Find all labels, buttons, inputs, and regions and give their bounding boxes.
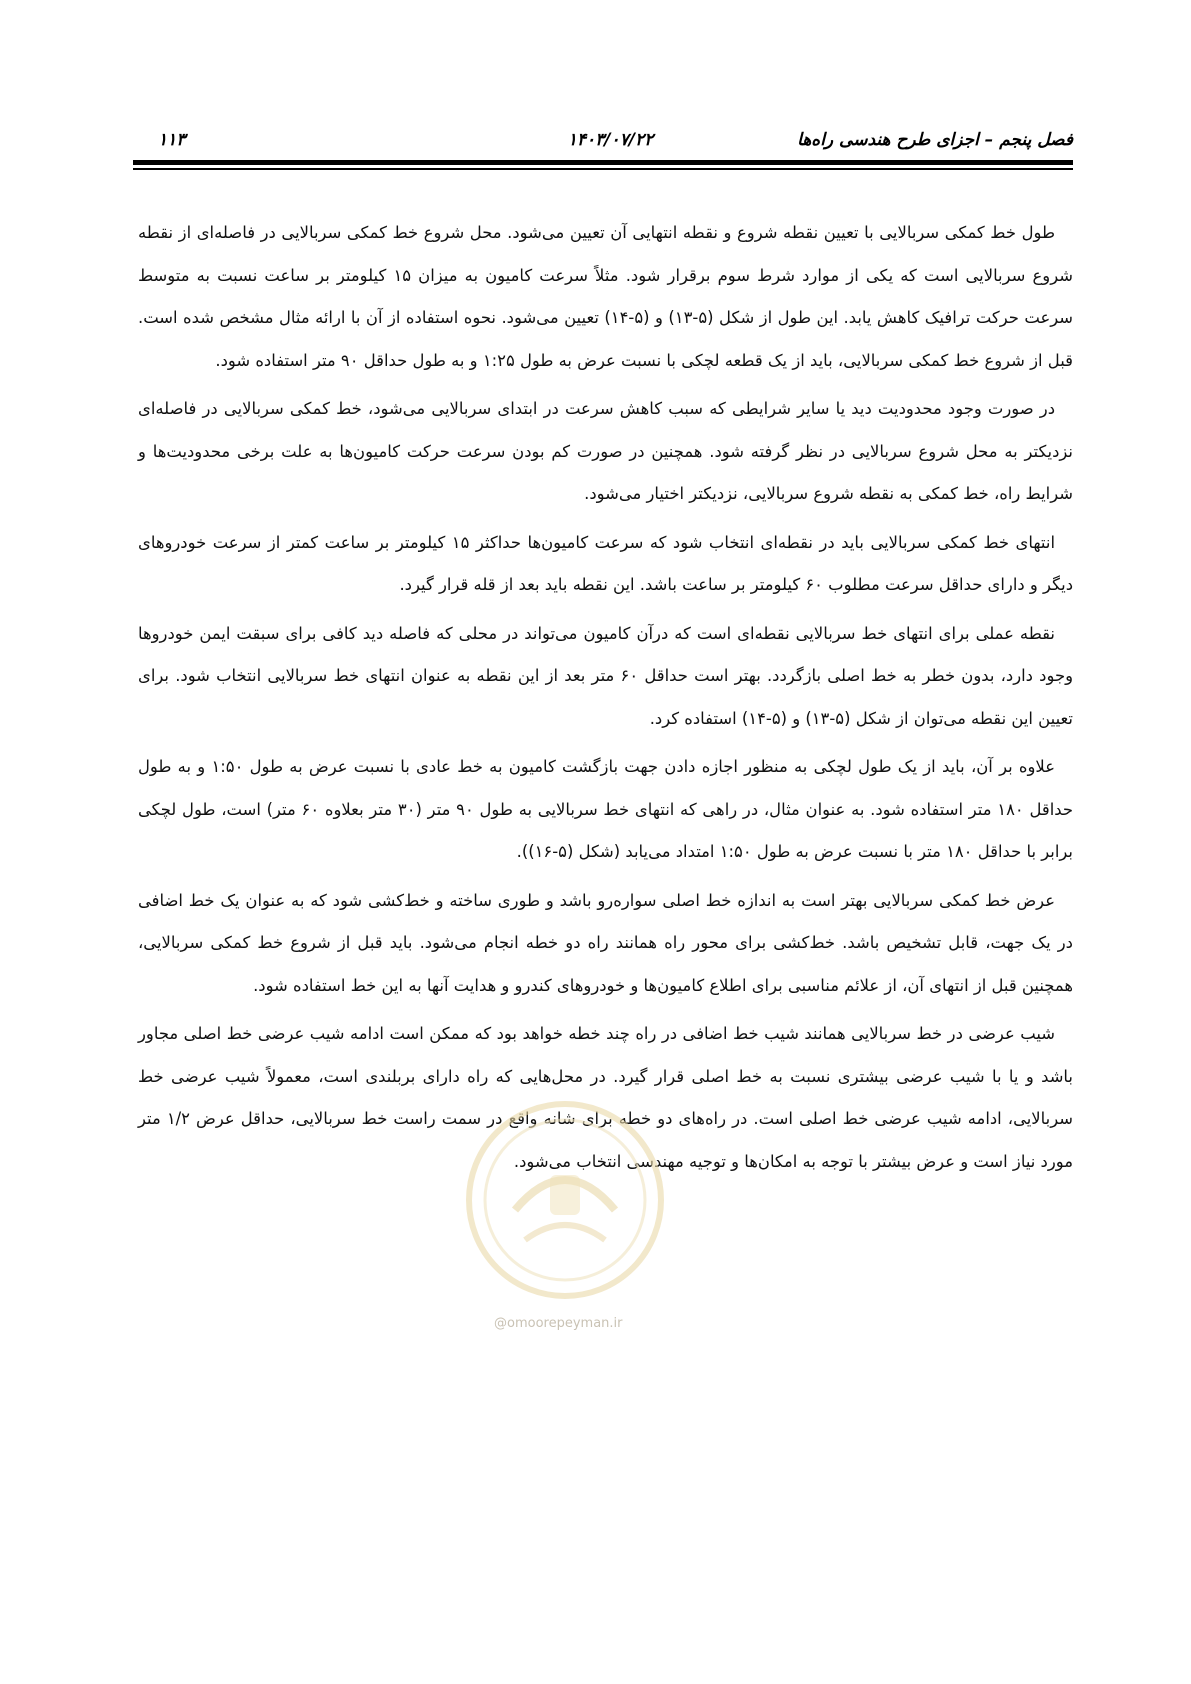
paragraph: طول خط کمکی سربالایی با تعیین نقطه شروع و نقطه انتهایی آن تعیین می‌شود. محل شروع خط کمکی سربالایی در فاصله‌ای از نقطه شروع سربالایی است که یکی از موارد شرط سوم برقرار شود. مثلاً سرعت کامیون به میزان ۱۵ کیلومتر بر ساعت نسبت به متوسط سرعت حرکت ترافیک کاهش یابد. این طول از شکل (۵-۱۳) و (۵-۱۴) تعیین می‌شود. نحوه استفاده از آن با ارائه مثال مشخص شده است. قبل از شروع خط کمکی سربالایی، باید از یک قطعه لچکی با نسبت عرض به طول ۱:۲۵ و به طول حداقل ۹۰ متر استفاده شود.	[138, 223, 1074, 370]
chapter-title: فصل پنجم – اجزای طرح هندسی راه‌ها	[797, 130, 1073, 150]
page-header	[148, 124, 1073, 158]
paragraph: شیب عرضی در خط سربالایی همانند شیب خط اضافی در راه چند خطه خواهد بود که ممکن است ادامه شیب عرضی خط اصلی مجاور باشد و یا با شیب عرضی بیشتری نسبت به خط اصلی قرار گیرد. در محل‌هایی که راه دارای بربلندی است، معمولاً شیب عرضی خط سربالایی، ادامه شیب عرضی خط اصلی است. در راه‌های دو خطه برای شانه واقع در سمت راست خط سربالایی، حداقل عرض ۱/۲ متر مورد نیاز است و عرض بیشتر با توجه به امکان‌ها و توجیه مهندسی انتخاب می‌شود.	[138, 1024, 1073, 1171]
header-rule-thin	[133, 168, 1073, 170]
header-rule-thick	[133, 160, 1073, 165]
paragraph: انتهای خط کمکی سربالایی باید در نقطه‌ای انتخاب شود که سرعت کامیون‌ها حداکثر ۱۵ کیلومتر بر ساعت کمتر از سرعت خودروهای دیگر و دارای حداقل سرعت مطلوب ۶۰ کیلومتر بر ساعت باشد. این نقطه باید بعد از قله قرار گیرد.	[138, 532, 1073, 594]
paragraph: نقطه عملی برای انتهای خط سربالایی نقطه‌ای است که درآن کامیون می‌تواند در محلی که فاصله دید کافی برای سبقت ایمن خودروها وجود دارد، بدون خطر به خط اصلی بازگردد. بهتر است حداقل ۶۰ متر بعد از این نقطه به عنوان انتهای خط سربالایی انتخاب شود. برای تعیین این نقطه می‌توان از شکل (۵-۱۳) و (۵-۱۴) استفاده کرد.	[138, 623, 1073, 728]
header-date: ۱۴۰۳/۰۷/۲۲	[567, 130, 654, 150]
paragraph: علاوه بر آن، باید از یک طول لچکی به منظور اجازه دادن جهت بازگشت کامیون به خط عادی با نسبت عرض به طول ۱:۵۰ و به طول حداقل ۱۸۰ متر استفاده شود. به عنوان مثال، در راهی که انتهای خط سربالایی به طول ۹۰ متر (۳۰ متر بعلاوه ۶۰ متر) است، طول لچکی برابر با حداقل ۱۸۰ متر با نسبت عرض به طول ۱:۵۰ امتداد می‌یابد (شکل (۵-۱۶)).	[138, 757, 1073, 861]
body-text	[138, 212, 1073, 1189]
page-number: ۱۱۳	[158, 130, 186, 150]
paragraph: در صورت وجود محدودیت دید یا سایر شرایطی که سبب کاهش سرعت در ابتدای سربالایی می‌شود، خط کمکی سربالایی در فاصله‌ای نزدیکتر به محل شروع سربالایی در نظر گرفته شود. همچنین در صورت کم بودن سرعت حرکت کامیون‌ها به علت برخی محدودیت‌ها و شرایط راه، خط کمکی به نقطه شروع سربالایی، نزدیکتر اختیار می‌شود.	[138, 399, 1073, 503]
paragraph: عرض خط کمکی سربالایی بهتر است به اندازه خط اصلی سواره‌رو باشد و طوری ساخته و خط‌کشی شود که به عنوان یک خط اضافی در یک جهت، قابل تشخیص باشد. خط‌کشی برای محور راه همانند راه دو خطه انجام می‌شود. باید قبل از شروع خط کمکی سربالایی، همچنین قبل از انتهای آن، از علائم مناسبی برای اطلاع کامیون‌ها و خودروهای کندرو و هدایت آنها به این خط استفاده شود.	[138, 890, 1073, 995]
watermark-url: @omoorepeyman.ir	[494, 1316, 623, 1331]
